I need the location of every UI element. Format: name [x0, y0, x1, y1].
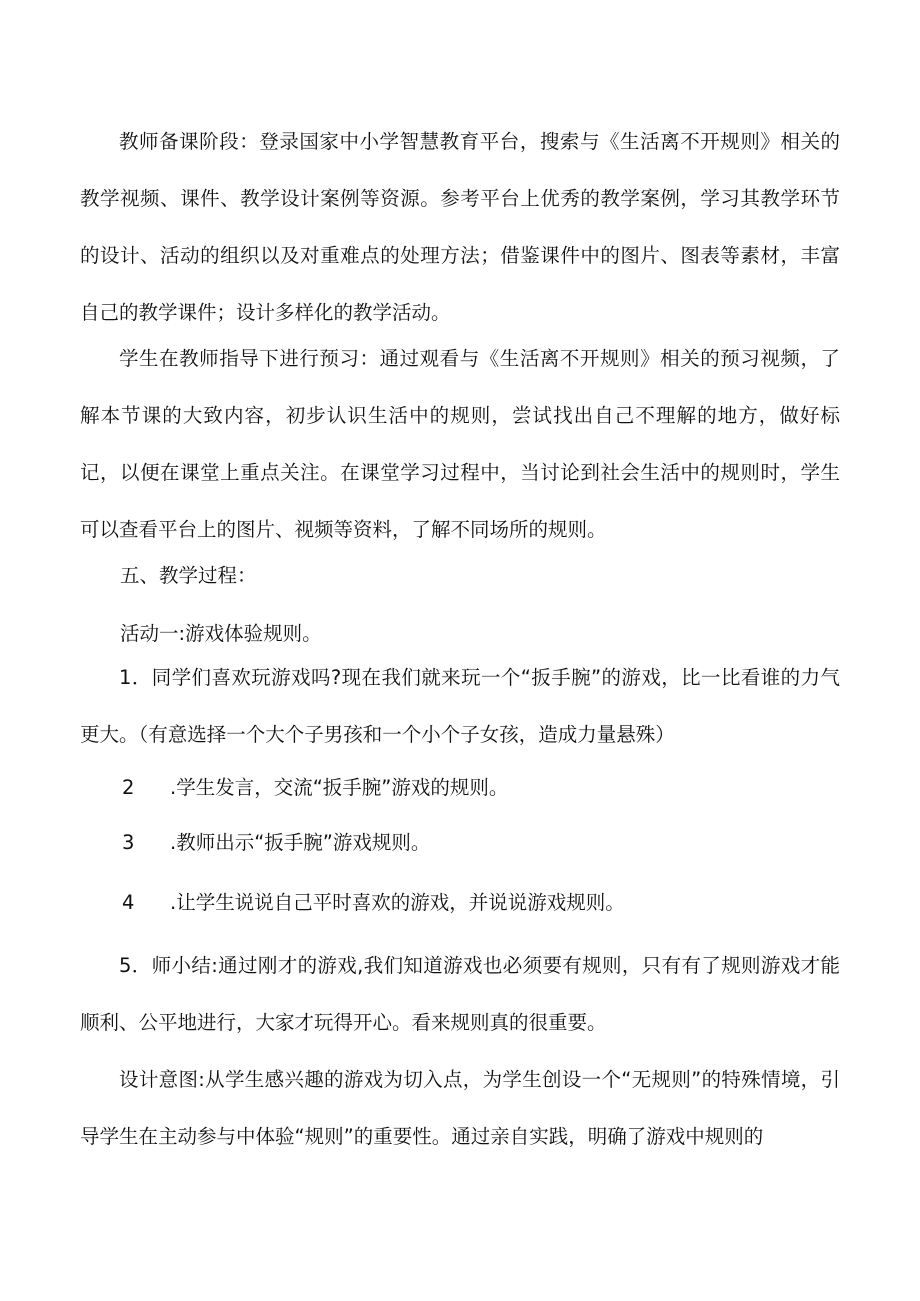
step-5-summary: 5．师小结:通过刚才的游戏,我们知道游戏也必须要有规则，只有有了规则游戏才能顺利、公平地进行，大家才玩得开心。看来规则真的很重要。 [80, 954, 840, 1034]
section-heading-teaching-process: 五、教学过程： [120, 564, 257, 587]
step-4-text: .让学生说说自己平时喜欢的游戏，并说说游戏规则。 [170, 891, 625, 914]
step-3 [122, 828, 430, 858]
step-4-number: 4 [122, 891, 135, 914]
paragraph-teacher-preparation: 教师备课阶段：登录国家中小学智慧教育平台，搜索与《生活离不开规则》相关的教学视频、课件、教学设计案例等资源。参考平台上优秀的教学案例，学习其教学环节的设计、活动的组织以及对重难点的处理方法；借鉴课件中的图片、图表等素材，丰富自己的教学课件；设计多样化的教学活动。 [80, 130, 840, 324]
step-2-text: .学生发言，交流“扳手腕”游戏的规则。 [170, 776, 509, 799]
step-2-number: 2 [122, 776, 135, 799]
step-1: 1．同学们喜欢玩游戏吗?现在我们就来玩一个“扳手腕”的游戏，比一比看谁的力气更大。（有意选择一个大个子男孩和一个小个子女孩，造成力量悬殊） [80, 666, 840, 746]
activity-heading: 活动一:游戏体验规则。 [120, 622, 322, 645]
step-3-text: .教师出示“扳手腕”游戏规则。 [170, 831, 431, 854]
paragraph-design-intent: 设计意图:从学生感兴趣的游戏为切入点，为学生创设一个“无规则”的特殊情境，引导学生在主动参与中体验“规则”的重要性。通过亲自实践，明确了游戏中规则的 [80, 1068, 840, 1148]
paragraph-student-preview: 学生在教师指导下进行预习：通过观看与《生活离不开规则》相关的预习视频，了解本节课的大致内容，初步认识生活中的规则，尝试找出自己不理解的地方，做好标记，以便在课堂上重点关注。在课堂学习过程中，当讨论到社会生活中的规则时，学生可以查看平台上的图片、视频等资料，了解不同场所的规则。 [80, 347, 840, 541]
step-4 [122, 888, 625, 918]
step-2 [122, 773, 508, 803]
step-3-number: 3 [122, 831, 135, 854]
